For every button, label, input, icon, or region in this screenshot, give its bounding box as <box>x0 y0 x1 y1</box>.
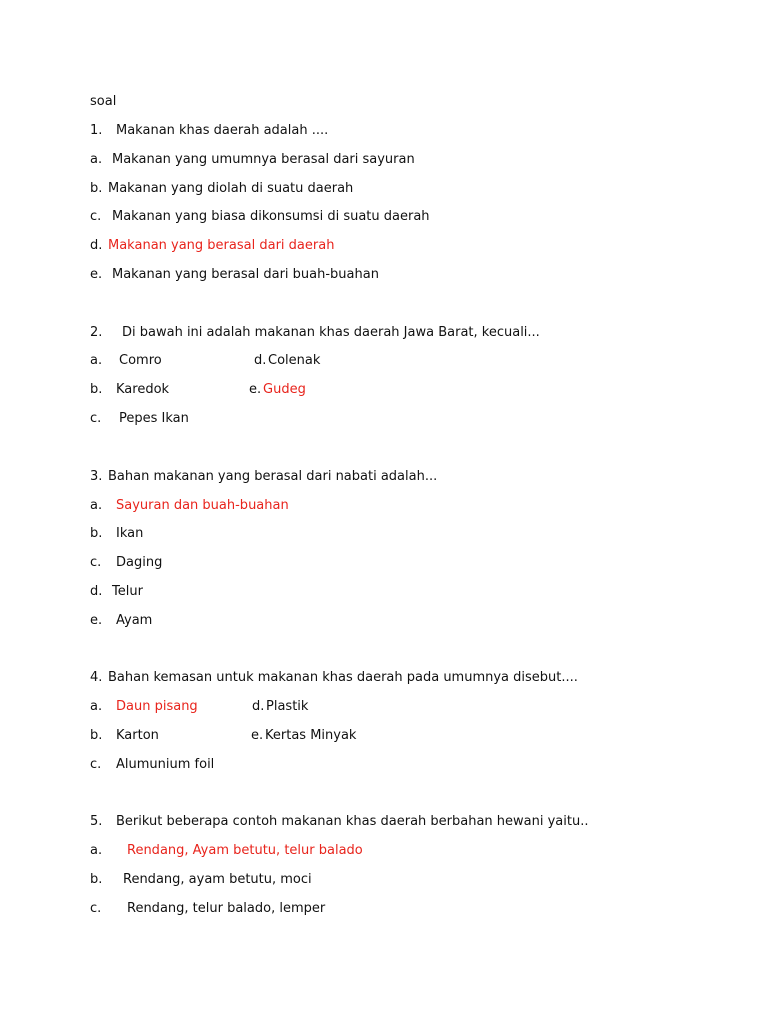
option-letter: d. <box>252 699 265 714</box>
option-letter: b. <box>90 728 103 743</box>
option-text: Daging <box>116 555 163 570</box>
option-text: Karedok <box>116 382 170 397</box>
question-text: Di bawah ini adalah makanan khas daerah Jawa Barat, kecuali... <box>122 325 540 340</box>
option-letter: b. <box>90 181 103 196</box>
page-title: soal <box>90 94 117 109</box>
option-text: Kertas Minyak <box>265 728 357 743</box>
option-letter: c. <box>90 757 102 772</box>
option-letter: c. <box>90 555 102 570</box>
option-text: Makanan yang umumnya berasal dari sayuran <box>112 152 415 167</box>
option-text: Ikan <box>116 526 144 541</box>
question-text: Bahan makanan yang berasal dari nabati adalah... <box>108 469 438 484</box>
option-letter: b. <box>90 872 103 887</box>
option-letter: d. <box>90 584 103 599</box>
option-text: Makanan yang diolah di suatu daerah <box>108 181 354 196</box>
option-text: Alumunium foil <box>116 757 215 772</box>
option-text: Makanan yang biasa dikonsumsi di suatu daerah <box>112 209 430 224</box>
correct-answer-text: Sayuran dan buah-buahan <box>116 498 289 513</box>
option-letter: c. <box>90 901 102 916</box>
option-letter: c. <box>90 411 102 426</box>
option-letter: e. <box>249 382 262 397</box>
correct-answer-text: Daun pisang <box>116 699 198 714</box>
option-letter: a. <box>90 152 103 167</box>
option-letter: b. <box>90 382 103 397</box>
option-text: Comro <box>119 353 162 368</box>
option-letter: a. <box>90 843 103 858</box>
question-number: 1. <box>90 123 103 138</box>
option-letter: d. <box>254 353 267 368</box>
question-text: Berikut beberapa contoh makanan khas daerah berbahan hewani yaitu.. <box>116 814 589 829</box>
option-text: Karton <box>116 728 159 743</box>
correct-answer-text: Rendang, Ayam betutu, telur balado <box>127 843 363 858</box>
question-number: 5. <box>90 814 103 829</box>
correct-answer-text: Makanan yang berasal dari daerah <box>108 238 335 253</box>
question-number: 3. <box>90 469 103 484</box>
question-number: 4. <box>90 670 103 685</box>
option-letter: d. <box>90 238 103 253</box>
question-text: Makanan khas daerah adalah .... <box>116 123 329 138</box>
option-letter: e. <box>251 728 264 743</box>
option-text: Rendang, ayam betutu, moci <box>123 872 312 887</box>
option-letter: e. <box>90 613 103 628</box>
option-text: Ayam <box>116 613 153 628</box>
option-text: Pepes Ikan <box>119 411 189 426</box>
question-text: Bahan kemasan untuk makanan khas daerah pada umumnya disebut.... <box>108 670 578 685</box>
option-text: Plastik <box>266 699 309 714</box>
option-letter: b. <box>90 526 103 541</box>
option-text: Colenak <box>268 353 321 368</box>
option-text: Makanan yang berasal dari buah-buahan <box>112 267 379 282</box>
option-text: Rendang, telur balado, lemper <box>127 901 326 916</box>
option-text: Telur <box>112 584 143 599</box>
option-letter: c. <box>90 209 102 224</box>
option-letter: a. <box>90 699 103 714</box>
option-letter: a. <box>90 353 103 368</box>
option-letter: e. <box>90 267 103 282</box>
question-number: 2. <box>90 325 103 340</box>
option-letter: a. <box>90 498 103 513</box>
correct-answer-text: Gudeg <box>263 382 306 397</box>
